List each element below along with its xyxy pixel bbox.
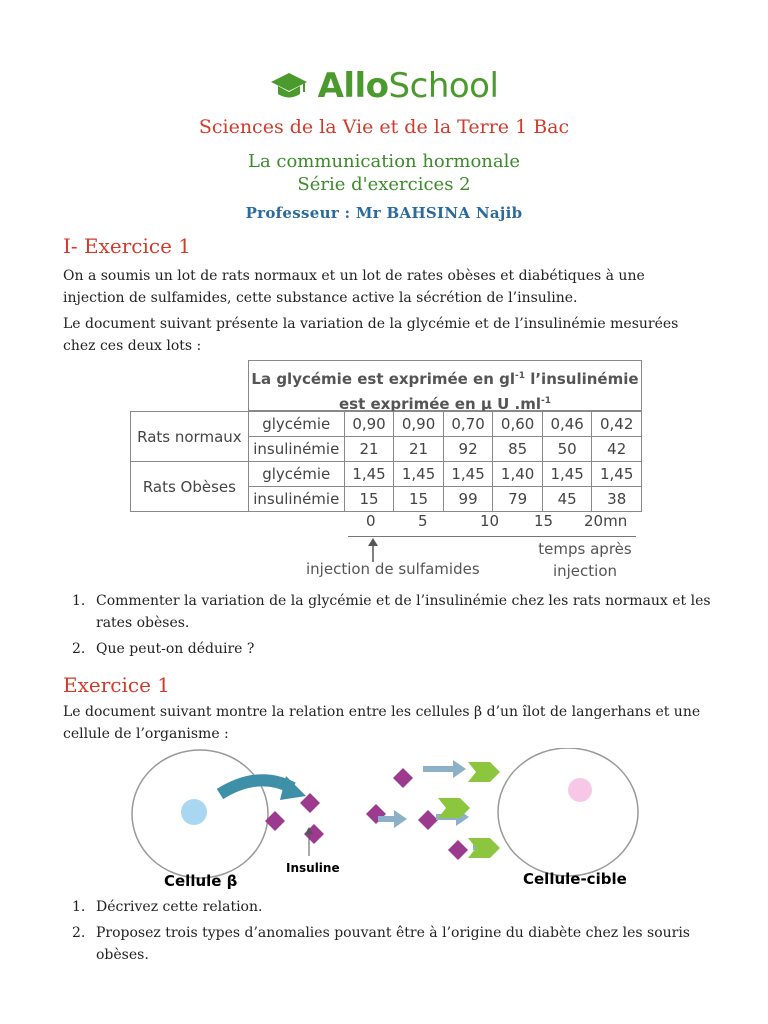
time-label-2: injection xyxy=(552,562,618,580)
exercise1-para2: Le document suivant présente la variation de la glycémie et de l’insulinémie mesurées chez ces deux lots : xyxy=(63,316,679,354)
table-row xyxy=(131,462,642,487)
table-cell: 0,46 xyxy=(542,412,592,437)
table-row xyxy=(131,412,642,437)
target-cell-nucleus xyxy=(568,778,592,802)
table-cell: 45 xyxy=(542,487,592,512)
table-header xyxy=(248,360,642,411)
table-cell: 0,42 xyxy=(592,412,642,437)
time-tick-label: 15 xyxy=(534,512,554,530)
header-sup-2: -1 xyxy=(541,396,552,406)
table-cell: 1,45 xyxy=(443,462,493,487)
time-label-1: temps après xyxy=(538,540,632,558)
table-cell: 50 xyxy=(542,437,592,462)
topic-title: La communication hormonale xyxy=(247,151,521,172)
injection-arrow-icon xyxy=(367,538,379,562)
list-item xyxy=(72,896,712,918)
graduation-cap-icon xyxy=(270,71,308,101)
logo-part-school: School xyxy=(388,66,499,106)
time-axis-label xyxy=(530,538,640,582)
target-cell xyxy=(498,748,638,876)
group-label: Rats Obèses xyxy=(131,462,249,512)
table-cell: 1,40 xyxy=(493,462,543,487)
time-tick-label: 20mn xyxy=(584,512,628,530)
table-cell: 0,90 xyxy=(394,412,444,437)
time-axis xyxy=(348,536,636,537)
list-text: Commenter la variation de la glycémie et de l’insulinémie chez les rats normaux et les rates obèses. xyxy=(96,593,711,631)
time-tick-label: 0 xyxy=(366,512,376,530)
subject-title: Sciences de la Vie et de la Terre 1 Bac xyxy=(198,116,570,138)
list-number: 2. xyxy=(72,641,86,657)
table-cell: 99 xyxy=(443,487,493,512)
table-cell: 92 xyxy=(443,437,493,462)
professor-name: Professeur : Mr BAHSINA Najib xyxy=(245,204,523,222)
row-label: insulinémie xyxy=(248,437,344,462)
table-cell: 1,45 xyxy=(344,462,394,487)
group-label: Rats normaux xyxy=(131,412,249,462)
row-label: glycémie xyxy=(248,412,344,437)
exercise1-title: I- Exercice 1 xyxy=(63,234,192,258)
table-cell: 0,90 xyxy=(344,412,394,437)
alloschool-logo[interactable] xyxy=(0,66,768,106)
list-number: 1. xyxy=(72,899,86,915)
data-table-figure xyxy=(130,360,642,580)
insulin-label: Insuline xyxy=(286,861,340,875)
header-sup-1: -1 xyxy=(514,371,525,381)
table-cell: 21 xyxy=(344,437,394,462)
exercise1-questions xyxy=(72,590,712,664)
hormone-diagram xyxy=(128,748,648,890)
list-item xyxy=(72,638,712,660)
table-cell: 42 xyxy=(592,437,642,462)
header-text-1b: l’insulinémie xyxy=(524,370,639,388)
exercise2-questions xyxy=(72,896,712,970)
list-item xyxy=(72,922,712,966)
header-text-1: La glycémie est exprimée en gl xyxy=(251,370,515,388)
table-cell: 0,60 xyxy=(493,412,543,437)
row-label: glycémie xyxy=(248,462,344,487)
table-cell: 1,45 xyxy=(394,462,444,487)
row-label: insulinémie xyxy=(248,487,344,512)
time-tick-label: 10 xyxy=(480,512,500,530)
time-tick-label: 5 xyxy=(418,512,428,530)
serie-title: Série d'exercices 2 xyxy=(297,174,471,195)
cell-beta-label: Cellule β xyxy=(164,872,238,890)
list-number: 2. xyxy=(72,925,86,941)
target-cell-label: Cellule-cible xyxy=(523,870,627,888)
list-text: Que peut-on déduire ? xyxy=(96,641,255,657)
table-cell: 21 xyxy=(394,437,444,462)
exercise2-title: Exercice 1 xyxy=(63,673,170,697)
header-text-2: est exprimée en μ U .ml xyxy=(338,395,542,413)
injection-label: injection de sulfamides xyxy=(306,560,480,578)
table-cell: 38 xyxy=(592,487,642,512)
list-item xyxy=(72,590,712,634)
list-text: Décrivez cette relation. xyxy=(96,899,263,915)
list-number: 1. xyxy=(72,593,86,609)
table-cell: 79 xyxy=(493,487,543,512)
beta-cell-nucleus xyxy=(181,799,207,825)
logo-part-allo: Allo xyxy=(317,66,389,106)
table-cell: 0,70 xyxy=(443,412,493,437)
list-text: Proposez trois types d’anomalies pouvant être à l’origine du diabète chez les souris obèses. xyxy=(96,925,690,963)
table-cell: 15 xyxy=(394,487,444,512)
data-table xyxy=(130,411,642,512)
exercise2-para: Le document suivant montre la relation entre les cellules β d’un îlot de langerhans et une cellule de l’organisme : xyxy=(63,704,701,742)
exercise1-para1: On a soumis un lot de rats normaux et un lot de rates obèses et diabétiques à une injection de sulfamides, cette substance active la sécrétion de l’insuline. xyxy=(63,268,645,306)
logo-text xyxy=(318,66,499,106)
table-cell: 1,45 xyxy=(592,462,642,487)
table-cell: 85 xyxy=(493,437,543,462)
table-cell: 15 xyxy=(344,487,394,512)
table-cell: 1,45 xyxy=(542,462,592,487)
receptors xyxy=(438,762,500,858)
